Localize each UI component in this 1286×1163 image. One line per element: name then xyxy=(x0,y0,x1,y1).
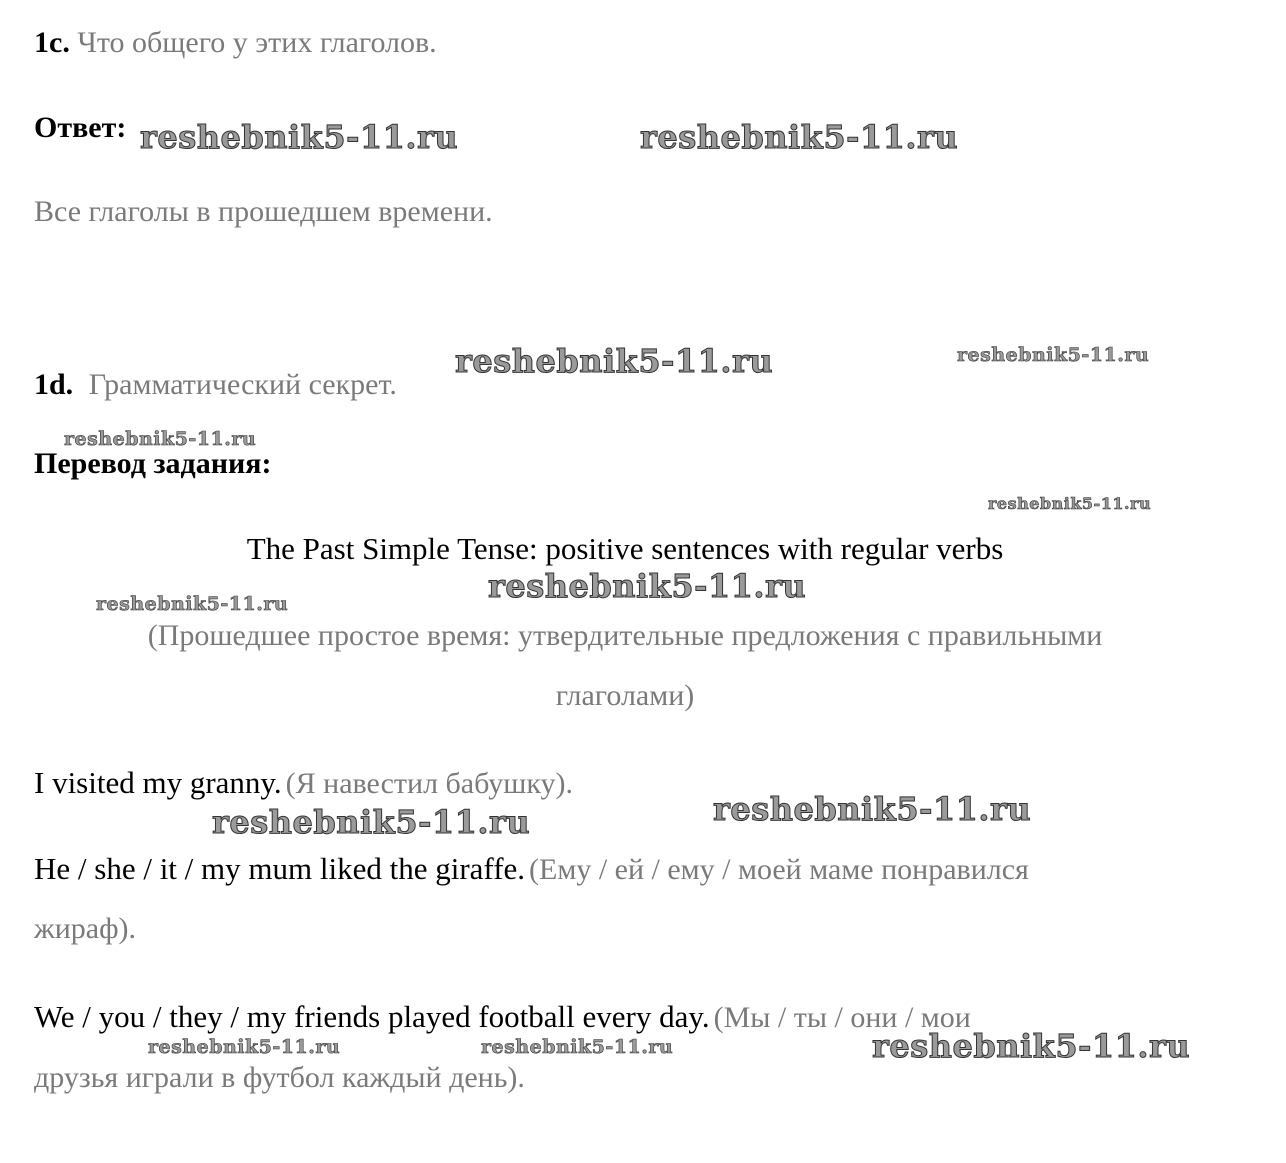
answer-label: Ответ: xyxy=(34,111,127,144)
example-sentence-2 xyxy=(34,851,1029,887)
example-3-en: We / you / they / my friends played football every day. xyxy=(34,999,710,1034)
example-2-ru-line2: жираф). xyxy=(34,912,137,945)
example-1-ru: (Я навестил бабушку). xyxy=(285,767,573,800)
example-sentence-1 xyxy=(34,765,573,801)
task-question-1c: Что общего у этих глаголов. xyxy=(77,26,437,59)
watermark: reshebnik5-11.ru xyxy=(481,1036,674,1058)
watermark: reshebnik5-11.ru xyxy=(148,1036,341,1058)
task-number-1c: 1c. xyxy=(34,26,70,59)
watermark: reshebnik5-11.ru xyxy=(713,790,1032,828)
watermark: reshebnik5-11.ru xyxy=(988,494,1152,513)
example-3-ru-line1: (Мы / ты / они / мои xyxy=(713,1001,971,1034)
task-number-1d: 1d. xyxy=(34,368,74,401)
example-2-ru-line1: (Ему / ей / ему / моей маме понравился xyxy=(529,853,1029,886)
translation-label: Перевод задания: xyxy=(34,447,272,480)
watermark: reshebnik5-11.ru xyxy=(957,344,1150,366)
example-2-en: He / she / it / my mum liked the giraffe. xyxy=(34,851,526,886)
watermark: reshebnik5-11.ru xyxy=(140,118,459,156)
example-3-ru-line2: друзья играли в футбол каждый день). xyxy=(34,1061,525,1094)
example-sentence-3 xyxy=(34,999,971,1035)
watermark: reshebnik5-11.ru xyxy=(488,567,807,605)
watermark: reshebnik5-11.ru xyxy=(455,342,774,380)
example-1-en: I visited my granny. xyxy=(34,765,282,800)
section-1c-heading xyxy=(34,26,437,60)
watermark: reshebnik5-11.ru xyxy=(872,1027,1191,1065)
section-1d-heading xyxy=(34,368,397,402)
grammar-heading-ru-line2: глаголами) xyxy=(555,679,695,712)
watermark: reshebnik5-11.ru xyxy=(64,428,257,450)
answer-text: Все глаголы в прошедшем времени. xyxy=(34,195,493,228)
watermark: reshebnik5-11.ru xyxy=(212,803,531,841)
grammar-heading-ru-line1: (Прошедшее простое время: утвердительные предложения с правильными xyxy=(147,619,1103,652)
watermark: reshebnik5-11.ru xyxy=(640,118,959,156)
grammar-heading-en: The Past Simple Tense: positive sentences with regular verbs xyxy=(246,531,1004,566)
task-title-1d: Грамматический секрет. xyxy=(88,368,397,401)
watermark: reshebnik5-11.ru xyxy=(96,593,289,615)
